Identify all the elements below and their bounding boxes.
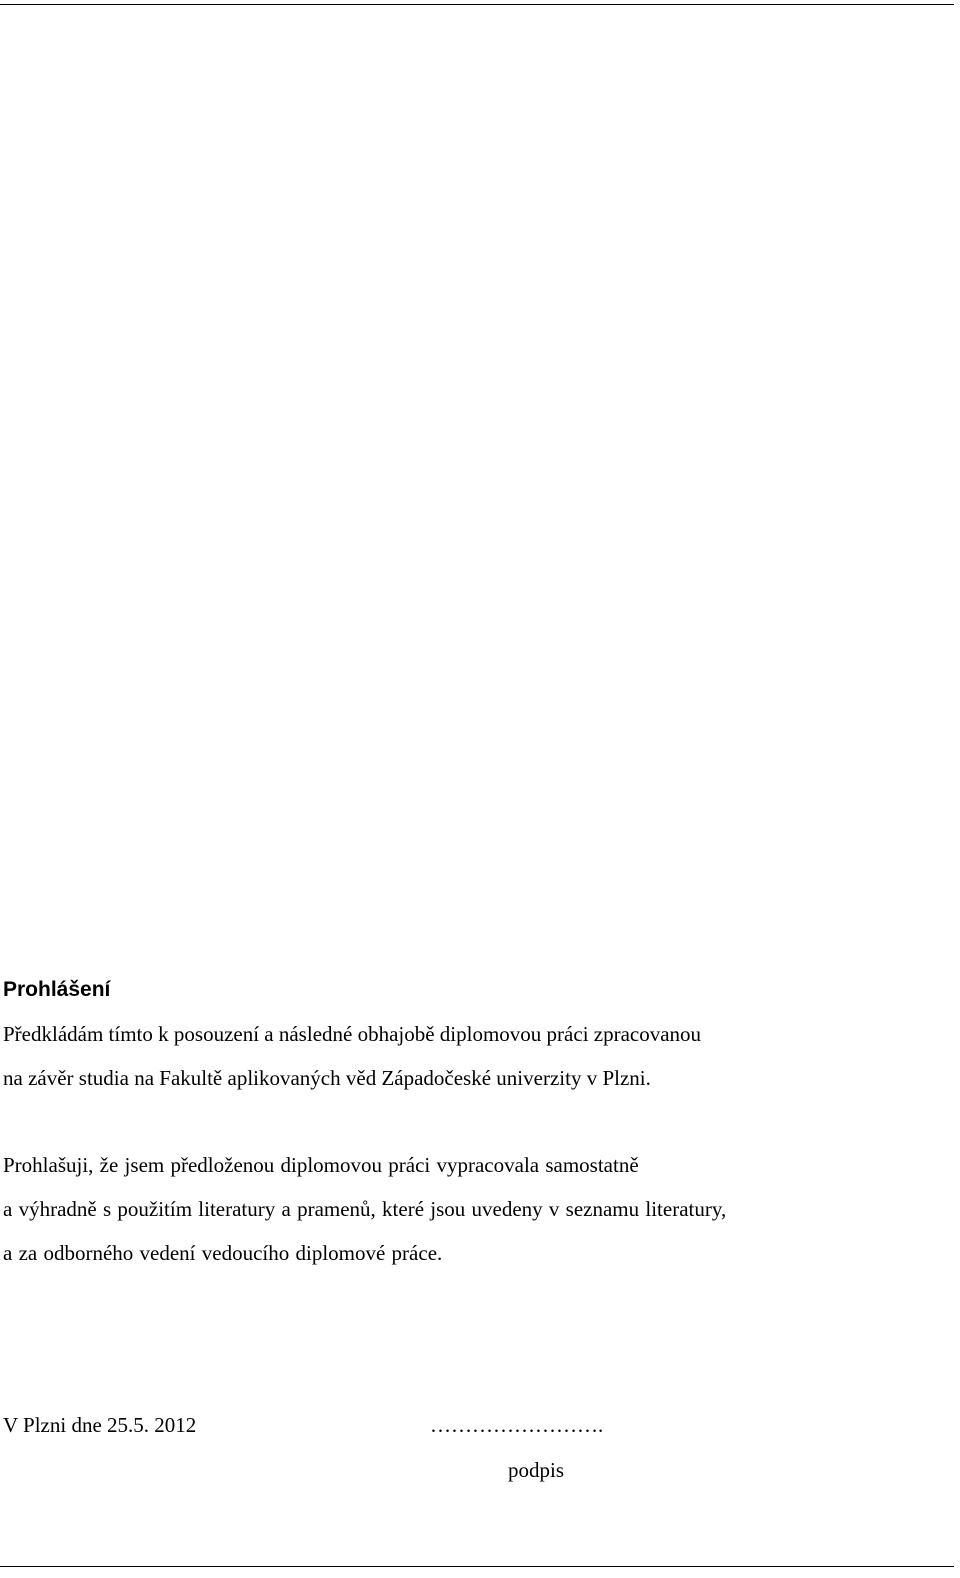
- place-and-date: V Plzni dne 25.5. 2012: [3, 1413, 197, 1437]
- page-heading: Prohlášení: [3, 978, 111, 1001]
- top-rule: [0, 4, 954, 5]
- declaration-paragraph: [3, 1143, 726, 1275]
- paragraph-line: Prohlašuji, že jsem předloženou diplomovou práci vypracovala samostatně: [3, 1153, 639, 1177]
- paragraph-line: a výhradně s použitím literatury a pramenů, které jsou uvedeny v seznamu literatury,: [3, 1197, 727, 1221]
- paragraph-line: Předkládám tímto k posouzení a následné obhajobě diplomovou práci zpracovanou: [3, 1022, 702, 1046]
- paragraph-line: a za odborného vedení vedoucího diplomové práce.: [3, 1241, 443, 1265]
- paragraph-line: na závěr studia na Fakultě aplikovaných věd Západočeské univerzity v Plzni.: [3, 1066, 651, 1090]
- intro-paragraph: [3, 1012, 701, 1100]
- bottom-rule: [0, 1566, 954, 1567]
- signature-line: …………………….: [430, 1413, 604, 1437]
- signature-label: podpis: [508, 1458, 565, 1482]
